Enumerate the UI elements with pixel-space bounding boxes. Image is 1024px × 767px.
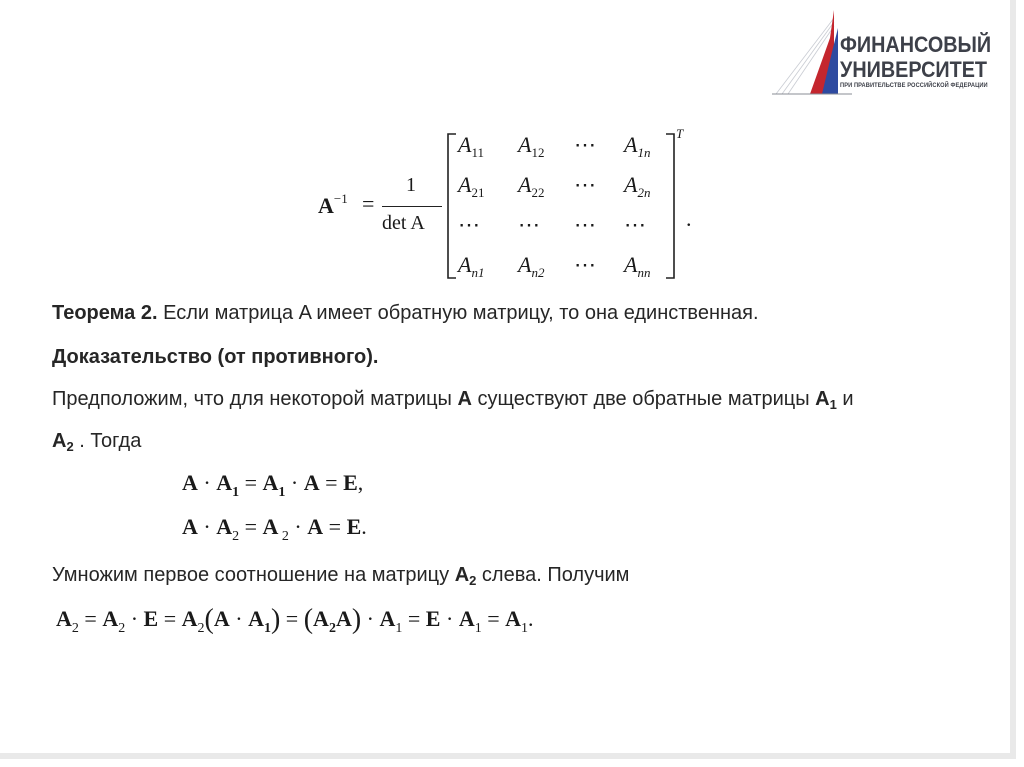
equation-result: $A_2 = A_2 \cdot E = A_2(A \cdot A_1) = (A_2A) \cdot A_1 = E \cdot A_1 = A_1$.: [56, 604, 534, 636]
matrix-cell: $A_{12}$: [518, 132, 545, 160]
assumption-line2: $A_2$ . Тогда: [52, 430, 142, 454]
matrix-cell: $A_{21}$: [458, 172, 485, 200]
matrix-cell: ⋯: [518, 212, 540, 237]
matrix-cell: ⋯: [574, 172, 596, 197]
assumption-line1: Предположим, что для некоторой матрицы A существуют две обратные матрицы $A_1$ и: [52, 388, 854, 412]
theorem-text: Если матрица A имеет обратную матрицу, то она единственная.: [157, 302, 759, 324]
matrix-cell: $A_{2n}$: [624, 172, 651, 200]
equation-1: $A \cdot A_1 = A_1 \cdot A = E$,: [182, 470, 364, 500]
formula-numerator: 1: [406, 174, 416, 196]
proof-label: Доказательство (от противного).: [52, 346, 379, 368]
matrix-cell: ⋯: [574, 132, 596, 157]
matrix-cell: $A_{1n}$: [624, 132, 651, 160]
logo-subtitle: ПРИ ПРАВИТЕЛЬСТВЕ РОССИЙСКОЙ ФЕДЕРАЦИИ: [840, 83, 988, 89]
inverse-matrix-formula: [318, 118, 718, 288]
fraction-bar: [382, 206, 442, 207]
theorem-label: Теорема 2.: [52, 302, 158, 324]
matrix-cell: $A_{n2}$: [518, 252, 545, 280]
matrix-cell: $A_{n1}$: [458, 252, 485, 280]
matrix-cell: ⋯: [574, 252, 596, 277]
matrix-cell: ⋯: [458, 212, 480, 237]
transpose-mark: T: [676, 126, 684, 141]
multiply-statement: Умножим первое соотношение на матрицу $A_2$ слева. Получим: [52, 564, 630, 588]
university-logo: [772, 8, 1002, 100]
formula-denominator: det A: [382, 212, 425, 234]
theorem-statement: [52, 302, 759, 325]
formula-lhs: $A^{-1}$: [318, 191, 348, 218]
logo-title-line1: ФИНАНСОВЫЙ: [840, 32, 992, 57]
matrix-cell: ⋯: [624, 212, 646, 237]
equation-2: $A \cdot A_2 = A$ $_2$ · A = E.: [182, 514, 367, 544]
logo-title-line2: УНИВЕРСИТЕТ: [840, 57, 987, 82]
formula-equals: =: [362, 191, 375, 216]
matrix-cell: $A_{11}$: [458, 132, 484, 160]
formula-period: .: [686, 206, 692, 231]
matrix-cell: $A_{22}$: [518, 172, 545, 200]
proof-heading: [52, 346, 378, 369]
matrix-cell: ⋯: [574, 212, 596, 237]
matrix-cell: $A_{nn}$: [624, 252, 651, 280]
